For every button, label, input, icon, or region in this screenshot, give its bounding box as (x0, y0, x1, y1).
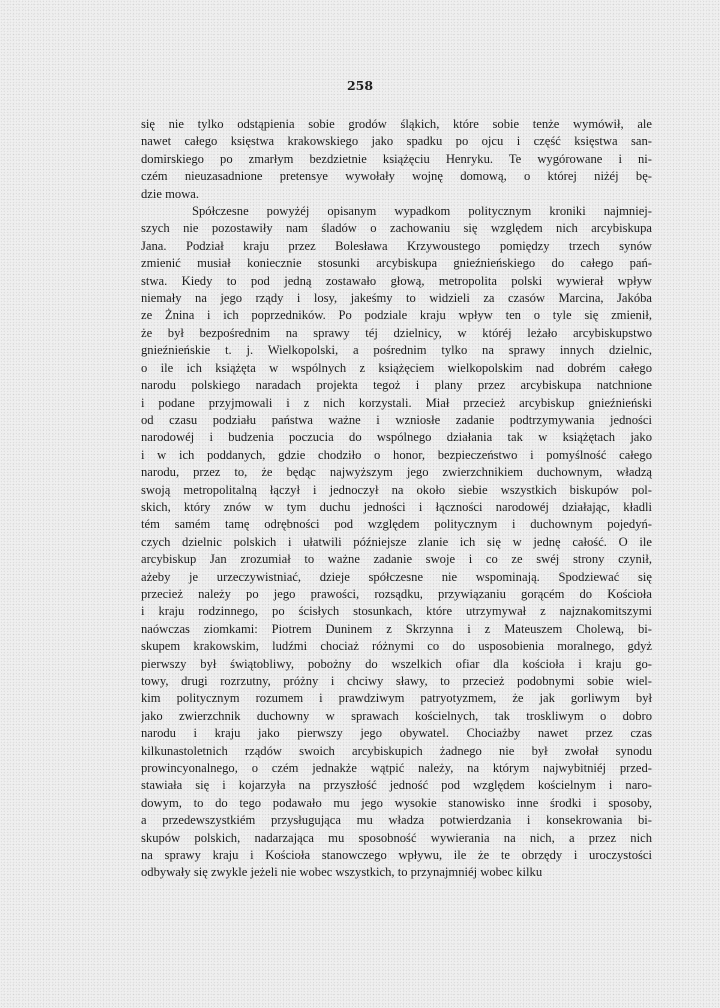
text-line: odbywały się zwykle jeżeli nie wobec wszystkich, to przynajmniéj wobec kilku (141, 865, 543, 880)
text-line: kim politycznym rozumem i prawdziwym patryotyzmem, że jak gorliwym był (141, 691, 652, 706)
text-line: swoją metropolitalną łączył i jednoczył na około siebie wszystkich biskupów pol- (141, 482, 652, 497)
text-line: Spółczesne powyżéj opisanym wypadkom politycznym kroniki najmniej- (192, 204, 652, 219)
text-line: pierwszy był świątobliwy, pobożny do wszelkich ofiar dla kościoła i kraju go- (141, 656, 652, 671)
text-line: i w ich poddanych, gdzie chodziło o honor, bezpieczeństwo i pomyślność całego (141, 447, 652, 462)
text-line: towy, drugi rozrzutny, próżny i chciwy sławy, to przecież podobnymi sobie wiel- (141, 674, 652, 688)
text-line: o ile ich książęta w wspólnych z książęciem wielkopolskim nad dobrém całego (141, 360, 652, 375)
text-line: domirskiego po zmarłym bezdzietnie książęciu Henryku. Te wygórowane i ni- (141, 151, 652, 166)
text-line: ażeby je urzeczywistniać, dzieje spółczesne nie wspominają. Spodziewać się (141, 569, 652, 584)
text-line: dzie mowa. (141, 186, 200, 201)
text-line: i kraju rodzinnego, po ścisłych stosunkach, które utrzymywał z najznakomitszymi (141, 604, 652, 619)
text-line: jako zwierzchnik duchowny w sprawach kościelnych, tak troskliwym o dobro (141, 708, 652, 723)
text-line: tém samém tamę odrębności pod względem politycznym i duchownym pojedyń- (141, 517, 652, 532)
text-line: narodu i kraju jako pierwszy jego obywatel. Chociażby nawet przez czas (141, 726, 652, 741)
text-line: prowincyonalnego, o czém jednakże wątpić należy, na którym najwybitniéj przed- (141, 761, 652, 776)
text-line: narodu, przez to, że będąc najwyższym jego zwierzchnikiem duchownym, władzą (141, 465, 652, 480)
text-line: przecież należy po jego prawości, rozsądku, przywiązaniu gorącém do Kościoła (141, 586, 652, 601)
text-line: czém nieuzasadnione pretensye wywołały wojnę domową, o której niżéj bę- (141, 169, 652, 184)
text-line: skupów polskich, nadarzająca mu sposobność wywierania na nich, a przez nich (141, 830, 652, 845)
text-line: dowym, to do tego podawało mu jego wysokie stanowisko inne środki i sposoby, (141, 795, 652, 810)
paragraph (141, 203, 652, 882)
text-line: na sprawy kraju i Kościoła stanowczego wpływu, ile że te obrzędy i uroczystości (141, 848, 652, 863)
text-line: że był bezpośrednim na sprawy téj dzielnicy, w któréj leżało arcybiskupstwo (141, 325, 652, 340)
text-line: nawet całego księstwa krakowskiego jako spadku po ojcu i część księstwa san- (141, 134, 652, 149)
text-line: szych nie pozostawiły nam śladów o zachowaniu się względem nich arcybiskupa (141, 221, 652, 236)
text-line: stawiała się i kojarzyła na przyszłość jedność pod względem kościelnym i naro- (141, 778, 652, 793)
paragraph (141, 116, 652, 203)
text-line: czych dzielnic polskich i ułatwili późniejsze zlanie ich się w jednę całość. O ile (141, 534, 652, 549)
text-line: się nie tylko odstąpienia sobie grodów śląkich, które sobie tenże wymówił, ale (141, 117, 652, 131)
text-line: i podane przyjmowali i z nich korzystali. Miał przecież arcybiskup gnieźnieński (141, 395, 652, 410)
text-line: Jana. Podział kraju przez Bolesława Krzywoustego pomiędzy trzech synów (141, 238, 652, 253)
text-line: a przedewszystkiém przysługująca mu władza potwierdzania i konsekrowania bi- (141, 813, 652, 828)
text-line: ze Żnina i ich poprzedników. Po podziale kraju wpływ ten o tyle się zmienił, (141, 308, 652, 323)
text-line: skupem krakowskim, ludźmi chociaż różnymi co do usposobienia moralnego, gdyż (141, 639, 652, 654)
text-line: zmienić musiał koniecznie stosunki arcybiskupa gnieźnieńskiego do całego pań- (141, 256, 652, 271)
text-line: skich, który znów w tym duchu jedności i łączności narodowéj działając, kładli (141, 499, 652, 514)
text-line: od czasu podziału państwa ważne i wzniosłe zadanie podtrzymywania jedności (141, 412, 652, 427)
text-line: stwa. Kiedy to pod jedną zostawało głową, metropolita polski wywierał wpływ (141, 273, 652, 288)
text-line: kilkunastoletnich rządów swoich arcybiskupich żadnego nie był zwołał synodu (141, 743, 652, 758)
text-line: narodu polskiego naradach projekta tegoż i plany przez arcybiskupa natchnione (141, 378, 652, 393)
text-line: narodowéj i budzenia poczucia do wspólnego działania tak w książętach jako (141, 430, 652, 445)
text-line: gnieźnieńskie t. j. Wielkopolski, a pośrednim tylko na sprawy innych dzielnic, (141, 343, 652, 358)
body-text (141, 116, 652, 882)
text-line: arcybiskup Jan zrozumiał to ważne zadanie swoje i co ze swéj strony czynił, (141, 552, 652, 567)
text-line: naówczas ziomkami: Piotrem Duninem z Skrzynna i z Mateuszem Cholewą, bi- (141, 621, 652, 636)
page-number: 258 (346, 78, 374, 93)
text-line: niemały na jego rządy i losy, jakeśmy to widzieli za czasów Marcina, Jakóba (141, 291, 652, 306)
